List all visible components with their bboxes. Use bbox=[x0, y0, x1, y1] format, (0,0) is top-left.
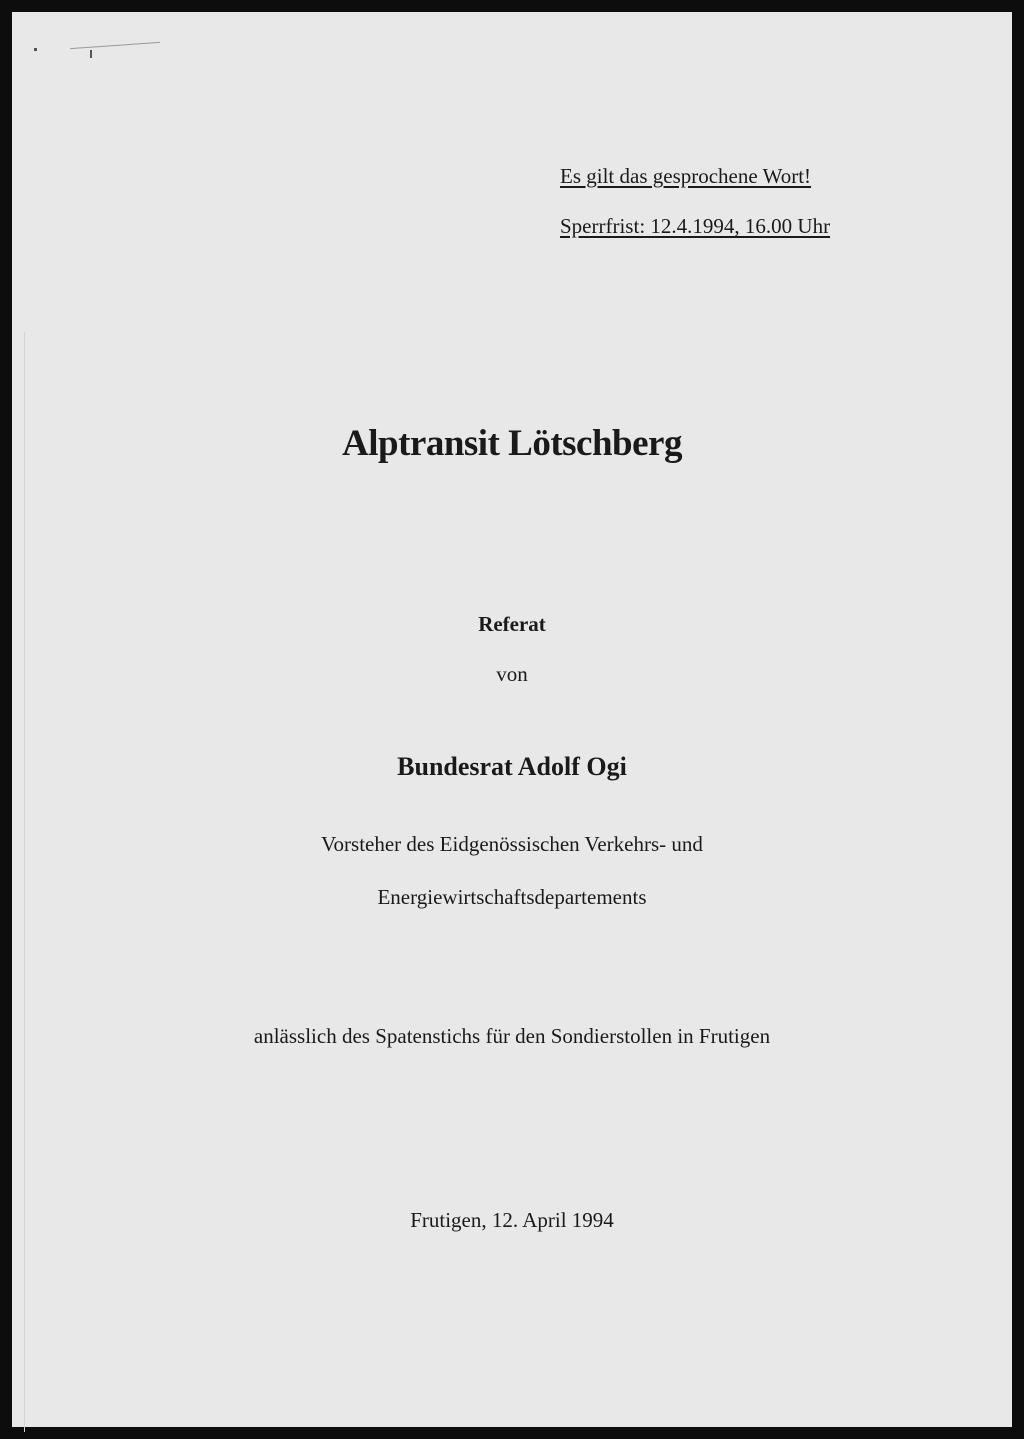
page-edge-shadow bbox=[24, 332, 25, 1432]
document-genre: Referat bbox=[478, 612, 546, 636]
scan-speck bbox=[34, 48, 37, 51]
preposition-von: von bbox=[496, 662, 528, 686]
scan-scratch bbox=[70, 42, 160, 49]
scan-speck bbox=[90, 50, 92, 58]
document-title: Alptransit Lötschberg bbox=[342, 423, 682, 464]
notice-embargo: Sperrfrist: 12.4.1994, 16.00 Uhr bbox=[560, 214, 831, 238]
document-page bbox=[12, 12, 1012, 1427]
notice-spoken-word: Es gilt das gesprochene Wort! bbox=[560, 164, 812, 188]
speaker-role-line-2: Energiewirtschaftsdepartements bbox=[377, 885, 647, 909]
speaker-role-line-1: Vorsteher des Eidgenössischen Verkehrs- und bbox=[321, 832, 703, 856]
occasion-text: anlässlich des Spatenstichs für den Sondierstollen in Frutigen bbox=[253, 1024, 771, 1048]
speaker-name: Bundesrat Adolf Ogi bbox=[397, 752, 627, 781]
place-date: Frutigen, 12. April 1994 bbox=[410, 1208, 614, 1232]
